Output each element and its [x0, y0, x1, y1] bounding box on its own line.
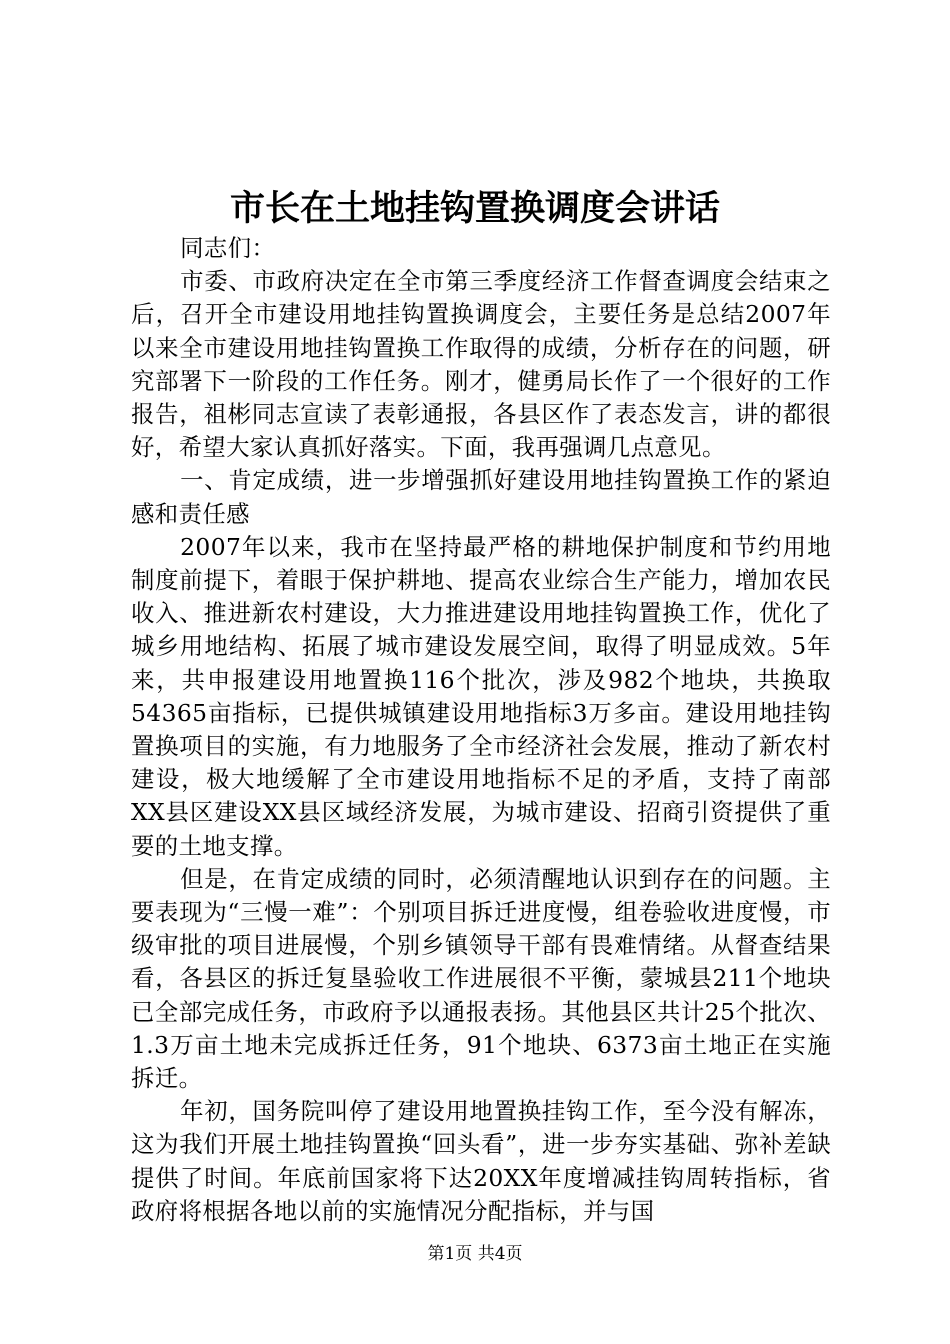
salutation-paragraph: 同志们： [180, 234, 276, 262]
body-paragraph: 市委、市政府决定在全市第三季度经济工作督查调度会结束之后，召开全市建设用地挂钩置换调度会，主要任务是总结2007年以来全市建设用地挂钩置换工作取得的成绩，分析存在的问题，研究部署下一阶段的工作任务。刚才，健勇局长作了一个很好的工作报告，祖彬同志宣读了表彰通报，各县区作了表态发言，讲的都很好，希望大家认真抓好落实。下面，我再强调几点意见。 [131, 267, 831, 462]
body-paragraph: 年初，国务院叫停了建设用地置换挂钩工作，至今没有解冻，这为我们开展土地挂钩置换“回头看”，进一步夯实基础、弥补差缺提供了时间。年底前国家将下达20XX年度增减挂钩周转指标，省政府将根据各地以前的实施情况分配指标，并与国 [131, 1097, 831, 1225]
document-title: 市长在土地挂钩置换调度会讲话 [229, 188, 720, 229]
body-paragraph: 但是，在肯定成绩的同时，必须清醒地认识到存在的问题。主要表现为“三慢一难”：个别项目拆迁进度慢，组卷验收进度慢，市级审批的项目进展慢，个别乡镇领导干部有畏难情绪。从督查结果看，各县区的拆迁复垦验收工作进展很不平衡，蒙城县211个地块已全部完成任务，市政府予以通报表扬。其他县区共计25个批次、1.3万亩土地未完成拆迁任务，91个地块、6373亩土地正在实施拆迁。 [131, 864, 831, 1093]
section-heading: 一、肯定成绩，进一步增强抓好建设用地挂钩置换工作的紧迫感和责任感 [131, 466, 831, 528]
body-paragraph: 2007年以来，我市在坚持最严格的耕地保护制度和节约用地制度前提下，着眼于保护耕地、提高农业综合生产能力，增加农民收入、推进新农村建设，大力推进建设用地挂钩置换工作，优化了城乡用地结构、拓展了城市建设发展空间，取得了明显成效。5年来，共申报建设用地置换116个批次，涉及982个地块，共换取54365亩指标，已提供城镇建设用地指标3万多亩。建设用地挂钩置换项目的实施，有力地服务了全市经济社会发展，推动了新农村建设，极大地缓解了全市建设用地指标不足的矛盾，支持了南部XX县区建设XX县区域经济发展，为城市建设、招商引资提供了重要的土地支撑。 [131, 532, 831, 860]
document-body [131, 232, 831, 1228]
page-number-footer: 第1页 共4页 [427, 1244, 523, 1264]
